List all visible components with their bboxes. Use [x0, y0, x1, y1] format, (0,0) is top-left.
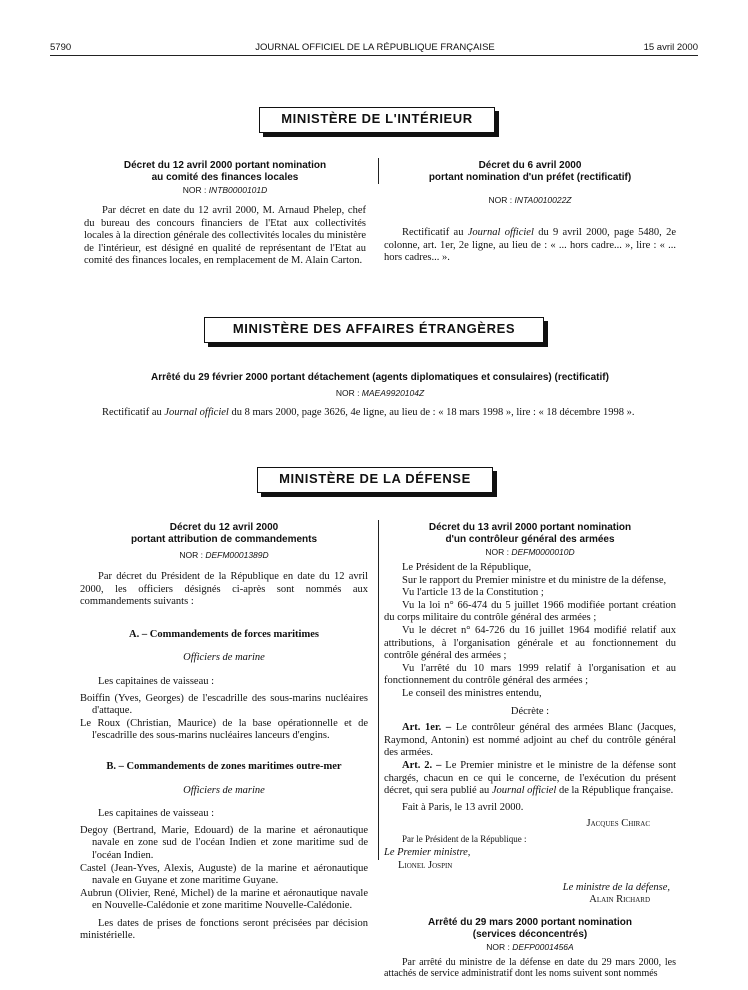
section-b-heading: B. – Commandements de zones maritimes outre-mer [106, 760, 342, 772]
column-separator [378, 520, 379, 860]
nor-reference: NOR : DEFP0001456A [486, 941, 574, 952]
decret-title-cont: portant nomination d'un préfet (rectificatif) [428, 172, 632, 183]
rectificatif-body: Rectificatif au Journal officiel du 8 mars 2000, page 3626, 4e ligne, au lieu de : « 18 mars 1998 », lire : « 18 décembre 1998 ». [102, 407, 635, 418]
ministry-affaires-etrangeres-banner: MINISTÈRE DES AFFAIRES ÉTRANGÈRES [204, 317, 544, 343]
premier-ministre-title: Le Premier ministre, [384, 847, 471, 859]
capitaines-label: Les capitaines de vaisseau : [98, 675, 215, 687]
column-separator [378, 158, 379, 184]
article-1: Art. 1er. – Le contrôleur général des armées Blanc (Jacques, Raymond, Antonin) est nommé adjoint au chef du contrôle général des armées. [384, 722, 676, 759]
article-2: Art. 2. – Le Premier ministre et le ministre de la défense sont chargés, chacun en ce qui le concerne, de l'exécution du présent décret, qui sera publié au Journal officiel de la République française. [384, 759, 676, 797]
header-rule [50, 55, 698, 56]
list-item: Castel (Jean-Yves, Alexis, Auguste) de la marine et aéronautique navale en Guyane et zone maritime Guyane. [80, 862, 368, 887]
decret-title: Décret du 12 avril 2000 portant nomination [123, 160, 327, 171]
decret-finances-locales [84, 160, 366, 268]
visa: Le Président de la République, [402, 562, 532, 573]
officiers-heading: Officiers de marine [183, 784, 265, 796]
visa: Vu l'article 13 de la Constitution ; [402, 587, 544, 599]
decret-body: Par décret en date du 12 avril 2000, M. Arnaud Phelep, chef du bureau des concours financiers de l'Etat aux collectivités locales à la direction générale des collectivités locales du ministère de l'intérieur, est désigné en qualité de représentant de l'Etat au comité des finances locales, en remplacement de M. Alain Carton. [84, 205, 366, 267]
decret-commandements [80, 522, 368, 943]
decret-intro: Par décret du Président de la République en date du 12 avril 2000, les officiers désignés ci-après sont nommés aux commandements suivants : [80, 571, 368, 608]
nor-reference: NOR : INTB0000101D [182, 185, 268, 195]
arrete-title-cont: (services déconcentrés) [472, 928, 588, 940]
arrete-body: Par arrêté du ministre de la défense en date du 29 mars 2000, les attachés de service administratif dont les noms suivent sont nommés [384, 956, 676, 980]
fait-a-paris: Fait à Paris, le 13 avril 2000. [402, 801, 524, 813]
ministry-interieur-banner: MINISTÈRE DE L'INTÉRIEUR [259, 107, 495, 133]
visa: Sur le rapport du Premier ministre et du ministre de la défense, [402, 574, 667, 586]
arrete-title: Arrêté du 29 février 2000 portant détachement (agents diplomatiques et consulaires) (rectificatif) [151, 372, 609, 383]
decret-title: Décret du 6 avril 2000 [478, 160, 582, 171]
list-item: Aubrun (Olivier, René, Michel) de la marine et aéronautique navale en Nouvelle-Calédonie et zone maritime Nouvelle-Calédonie. [80, 887, 368, 912]
visa: Le conseil des ministres entendu, [402, 687, 542, 699]
nor-reference: NOR : INTA0010022Z [488, 195, 572, 205]
visa: Vu le décret n° 64-726 du 16 juillet 1964 modifié relatif aux attributions, à l'organisation générale et au fonctionnement du contrôle général des armées ; [384, 624, 676, 662]
par-le-president: Par le Président de la République : [402, 833, 527, 844]
signature-president: Jacques Chirac [586, 818, 650, 830]
rectificatif-body: Rectificatif au Journal officiel du 9 avril 2000, page 5480, 2e colonne, art. 1er, 2e ligne, au lieu de : « ... hors cadre... », lire : « ... hors cadres... ». [384, 227, 676, 264]
section-a-heading: A. – Commandements de forces maritimes [129, 628, 319, 640]
page-number: 5790 [50, 42, 72, 53]
decret-prefet [384, 160, 676, 265]
decret-controleur-general [384, 522, 676, 980]
officiers-heading: Officiers de marine [183, 652, 265, 664]
decrete: Décrète : [510, 705, 550, 717]
capitaines-label: Les capitaines de vaisseau : [98, 808, 215, 820]
closing-note: Les dates de prises de fonctions seront précisées par décision ministérielle. [80, 917, 368, 942]
decret-title-cont: d'un contrôleur général des armées [445, 534, 615, 545]
journal-title: JOURNAL OFFICIEL DE LA RÉPUBLIQUE FRANÇAISE [255, 42, 495, 53]
ministre-defense-name: Alain Richard [589, 894, 650, 906]
decret-title: Décret du 13 avril 2000 portant nomination [428, 522, 632, 533]
arrete-detachement [84, 372, 676, 420]
nor-reference: NOR : DEFM0000010D [485, 547, 575, 557]
nor-reference: NOR : DEFM0001389D [179, 550, 269, 560]
decret-title: Décret du 12 avril 2000 [169, 522, 279, 533]
premier-ministre-name: Lionel Jospin [398, 860, 453, 872]
arrete-title: Arrêté du 29 mars 2000 portant nomination [428, 916, 632, 928]
ministre-defense-title: Le ministre de la défense, [562, 881, 670, 893]
visa: Vu l'arrêté du 10 mars 1999 relatif à l'organisation et au fonctionnement du contrôle général des armées ; [384, 662, 676, 687]
nor-reference: NOR : MAEA9920104Z [335, 388, 425, 398]
list-item: Boiffin (Yves, Georges) de l'escadrille des sous-marins nucléaires d'attaque. [80, 692, 368, 717]
decret-title-cont: au comité des finances locales [151, 172, 299, 183]
list-item: Le Roux (Christian, Maurice) de la base opérationnelle et de l'escadrille des sous-marins nucléaires lanceurs d'engins. [80, 717, 368, 742]
issue-date: 15 avril 2000 [643, 42, 698, 53]
list-item: Degoy (Bertrand, Marie, Edouard) de la marine et aéronautique navale en zone sud de l'océan Indien et zone maritime sud de l'océan Indien. [80, 824, 368, 861]
visa: Vu la loi n° 66-474 du 5 juillet 1966 modifiée portant création du corps militaire du contrôle général des armées ; [384, 599, 676, 624]
ministry-defense-banner: MINISTÈRE DE LA DÉFENSE [257, 467, 493, 493]
decret-title-cont: portant attribution de commandements [130, 534, 318, 545]
